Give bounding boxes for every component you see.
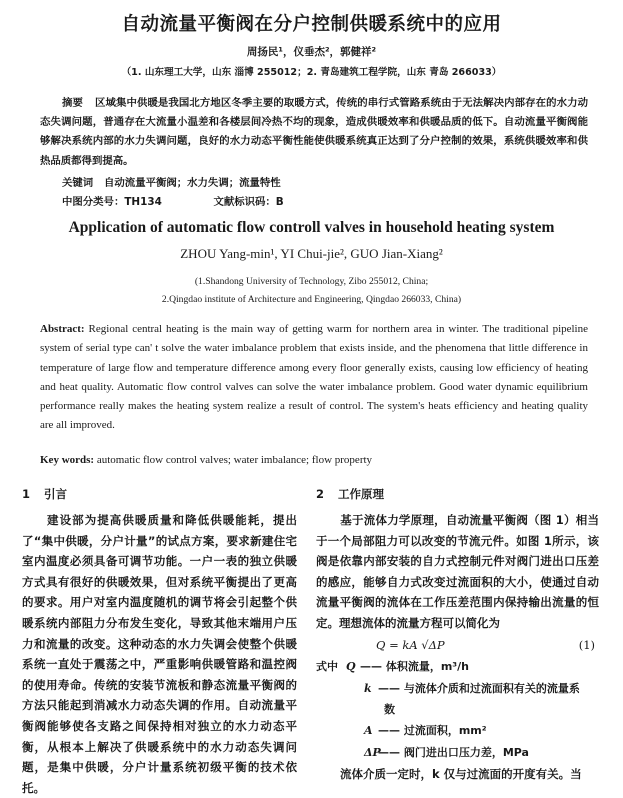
symbol-definitions xyxy=(316,656,599,764)
classification-line xyxy=(62,193,610,208)
section-1-body xyxy=(22,510,297,798)
section-2-title: 工作原理 xyxy=(338,487,385,501)
document-code-label: 文献标识码： xyxy=(213,196,276,208)
symbol-delta-p: ΔP xyxy=(364,745,381,759)
chinese-affiliation: （1. 山东理工大学，山东 淄博 255012；2. 青岛建筑工程学院，山东 青岛 266033） xyxy=(121,67,502,78)
english-affiliation-1: (1.Shandong University of Technology, Zibo 255012, China; xyxy=(194,276,429,287)
definition-k-text: —— 与流体介质和过流面积有关的流量系 xyxy=(378,681,580,695)
english-affiliation-2: 2.Qingdao institute of Architecture and Engineering, Qingdao 266033, China) xyxy=(161,294,462,305)
definition-q xyxy=(316,656,599,678)
english-abstract-text: Regional central heating is the main way of getting warm for northern area in winter. The traditional pipeline system of serial type can' t solve the water imbalance problem that exists inside, and the phenomena that little difference in temperature of large flow and temperature difference among every floor generally exists, causing low efficiency of heating and heat quality. Automatic flow control valves can solve the water imbalance problem. Good water dynamic equilibrium performance really makes the heating system realize a result of control. The system's heats efficiency and heating quality are all improved. xyxy=(40,323,588,432)
english-abstract-label: Abstract: xyxy=(40,323,85,335)
english-keywords-label: Key words: xyxy=(40,454,95,466)
english-keywords-text: automatic flow control valves; water imbalance; flow property xyxy=(96,454,373,466)
document-code-value: B xyxy=(275,196,284,208)
class-number-label: 中图分类号： xyxy=(62,196,125,208)
symbol-a: A xyxy=(364,723,373,737)
section-1-text: 建设部为提高供暖质量和降低供暖能耗，提出了“集中供暖，分户计量”的试点方案，要求新建住宅室内温度必须具备可调节功能。一户一表的独立供暖方式具有很好的供暖效果，但对系统平衡提出了更高的要求。用户对室内温度随机的调节将会引起整个供暖系统内部阻力分布发生变化，导致其他末端用户压力和流量的改变。这种动态的水力失调会使整个供暖系统一直处于震荡之中，严重影响供暖管路和温控阀的使用寿命。传统的安装节流板和静态流量平衡阀的方法只能起到消减水力动态失调的作用。自动流量平衡阀能够使各支路之间保持相对独立的水力动态平衡，从根本上解决了供暖系统中的水力动态失调问题，是集中供暖，分户计量系统初级平衡的技术依托。 xyxy=(22,513,297,795)
chinese-abstract-label: 摘要 xyxy=(62,97,83,109)
definition-delta-p-text: —— 阀门进出口压力差，MPa xyxy=(378,745,529,759)
section-1-title: 引言 xyxy=(44,487,68,501)
chinese-title: 自动流量平衡阀在分户控制供暖系统中的应用 xyxy=(121,14,502,35)
flow-equation xyxy=(316,634,599,656)
chinese-abstract-text: 区域集中供暖是我国北方地区冬季主要的取暖方式，传统的串行式管路系统由于无法解决内部存在的水力动态失调问题，普通存在大流量小温差和各楼层间冷热不均的现象，造成供暖效率和供暖品质的低下。自动流量平衡阀能够解决系统内部的水力失调问题，良好的水力动态平衡性能使供暖系统真正达到了分户控制的效果，系统供暖效率和供热品质都得到提高。 xyxy=(40,97,588,167)
definition-k-continued: 数 xyxy=(384,702,395,716)
section-2-tail-text: 流体介质一定时，k 仅与过流面的开度有关。当 xyxy=(340,766,582,781)
flow-equation-expression: Q = kA √ΔP xyxy=(376,637,445,652)
definition-delta-p xyxy=(316,742,599,764)
section-1-number: 1 xyxy=(22,487,31,501)
section-2-tail xyxy=(316,764,599,785)
definition-a-text: —— 过流面积，mm² xyxy=(378,723,487,737)
chinese-abstract xyxy=(40,94,588,171)
chinese-authors: 周扬民¹，仪垂杰²，郭健祥² xyxy=(246,46,377,58)
section-2-number: 2 xyxy=(316,487,325,501)
chinese-keywords-text: 自动流量平衡阀；水力失调；流量特性 xyxy=(104,177,281,189)
english-title: Application of automatic flow controll valves in household heating system xyxy=(68,219,555,236)
section-1-heading xyxy=(22,486,297,510)
chinese-keywords xyxy=(62,174,610,189)
flow-equation-number: (1) xyxy=(578,637,595,652)
symbol-k: k xyxy=(364,681,372,695)
symbol-q: Q xyxy=(346,659,356,673)
where-label: 式中 xyxy=(316,659,338,673)
section-2-text: 基于流体力学原理，自动流量平衡阀（图 1）相当于一个局部阻力可以改变的节流元件。如图 1所示，该阀是依靠内部安装的自力式控制元件对阀门进出口压差的感应，能够自力式改变过流面积的大小，使通过自动流量平衡阀的流体在工作压差范围内保持输出流量的恒定。理想流体的流量方程可以简化为 xyxy=(316,513,599,630)
definition-a xyxy=(316,720,599,742)
section-2-heading xyxy=(316,486,599,510)
english-abstract xyxy=(40,320,588,436)
english-authors: ZHOU Yang-min¹, YI Chui-jie², GUO Jian-Xiang² xyxy=(180,246,443,261)
chinese-keywords-label: 关键词 xyxy=(62,177,94,189)
left-column xyxy=(22,486,297,798)
right-column xyxy=(316,486,599,784)
class-number-value: TH134 xyxy=(124,196,162,208)
english-keywords xyxy=(40,454,588,466)
definition-q-text: —— 体积流量，m³/h xyxy=(360,659,469,673)
section-2-body xyxy=(316,510,599,634)
definition-k xyxy=(316,678,599,700)
